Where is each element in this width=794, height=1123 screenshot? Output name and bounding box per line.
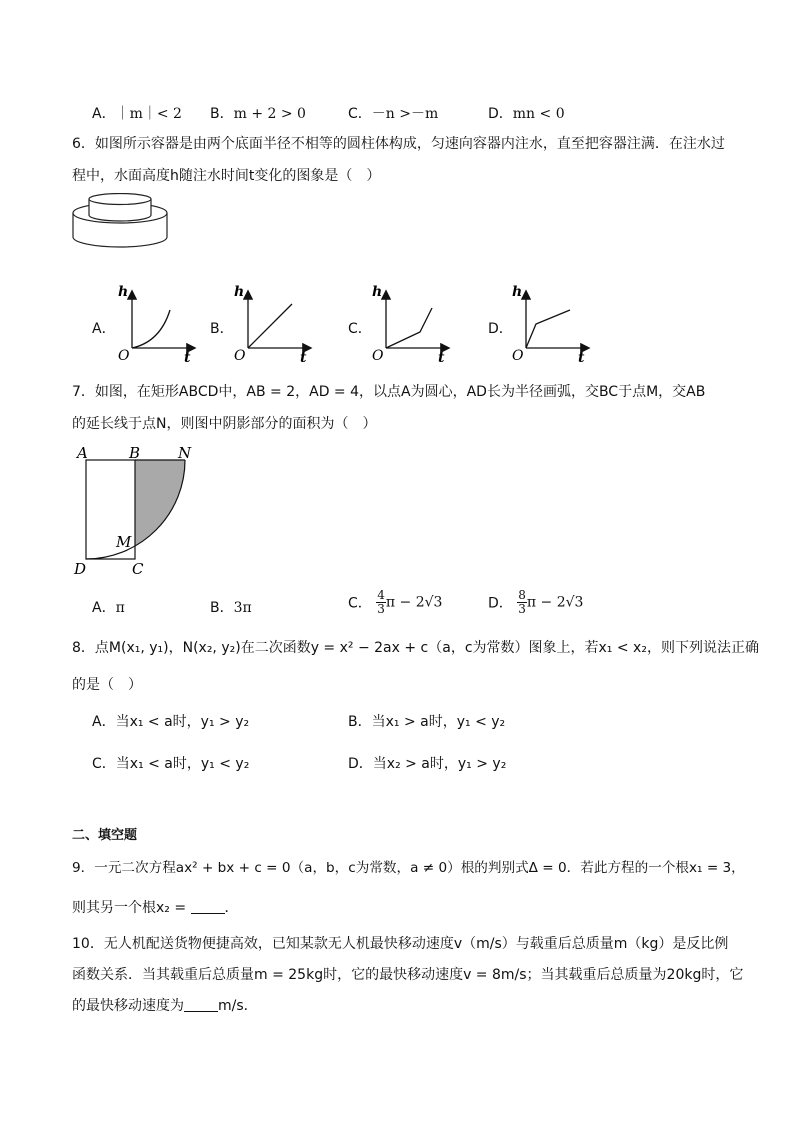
q6-option-c-label: C． [348, 321, 372, 337]
fraction-denominator: 3 [518, 602, 526, 616]
axis-t-label: t [578, 350, 585, 364]
answer-blank[interactable] [191, 899, 225, 914]
option-label: B． [348, 714, 372, 730]
option-label: D． [348, 756, 373, 772]
axis-t-label: t [184, 350, 191, 364]
q6-graph-a [112, 282, 202, 364]
option-expr: mn < 0 [512, 106, 565, 122]
q7-stem-line1: 7．如图，在矩形ABCD中，AB = 2，AD = 4，以点A为圆心，AD长为半径画弧，交BC于点M，交AB [72, 384, 706, 400]
q9-line2-text: 则其另一个根x₂ = [72, 900, 191, 916]
q8-option-d [348, 753, 506, 773]
option-expr: π − 2√3 [526, 594, 584, 611]
origin-label: O [512, 348, 524, 364]
q9-stem-line1: 9．一元二次方程ax² + bx + c = 0（a，b，c为常数，a ≠ 0）根的判别式Δ = 0．若此方程的一个根x₁ = 3， [72, 860, 745, 876]
point-b-label: B [129, 444, 141, 462]
option-label: C． [92, 756, 116, 772]
fraction [376, 589, 386, 616]
q5-option-d [488, 103, 565, 123]
point-c-label: C [132, 560, 144, 578]
axis-h-label: h [118, 284, 129, 300]
q7-stem-line2: 的延长线于点N，则图中阴影部分的面积为（ ） [72, 416, 377, 432]
option-label: A． [92, 600, 116, 616]
fraction [517, 589, 527, 616]
q5-option-c [348, 103, 438, 123]
q6-stem-line1: 6．如图所示容器是由两个底面半径不相等的圆柱体构成，匀速向容器内注水，直至把容器注满．在注水过 [72, 136, 725, 152]
option-expr: ｜m｜< 2 [115, 106, 182, 122]
point-m-label: M [116, 533, 132, 551]
answer-blank[interactable] [184, 997, 218, 1012]
q9-line2-end: ． [224, 900, 239, 916]
q6-option-a-label: A． [92, 321, 116, 337]
axis-h-label: h [372, 284, 383, 300]
option-label: B． [210, 600, 234, 616]
q10-line3-text: 的最快移动速度为 [72, 998, 184, 1014]
option-text: 当x₁ > a时，y₁ < y₂ [371, 714, 506, 730]
q8-stem-line1: 8．点M(x₁, y₁)，N(x₂, y₂)在二次函数y = x² − 2ax + c（a，c为常数）图象上，若x₁ < x₂，则下列说法正确 [72, 640, 759, 656]
q8-stem-line2: 的是（ ） [72, 677, 142, 693]
q6-graph-c [366, 282, 456, 364]
axis-t-label: t [300, 350, 307, 364]
option-label: C． [348, 106, 372, 122]
fraction-numerator: 4 [377, 588, 385, 602]
rectangle-arc-figure [70, 443, 205, 578]
option-label: D． [488, 106, 513, 122]
q6-option-d-label: D． [488, 321, 513, 337]
point-n-label: N [178, 444, 192, 462]
option-expr: 3π [233, 600, 252, 616]
option-label: A． [92, 714, 116, 730]
option-label: C． [348, 595, 372, 612]
point-d-label: D [74, 560, 87, 578]
axis-h-label: h [512, 284, 523, 300]
fraction-numerator: 8 [518, 588, 526, 602]
q9-stem-line2 [72, 898, 239, 918]
option-text: 当x₁ < a时，y₁ > y₂ [115, 714, 250, 730]
option-text: 当x₂ > a时，y₁ > y₂ [372, 756, 507, 772]
q6-graph-b [228, 282, 318, 364]
option-expr: π − 2√3 [385, 594, 443, 611]
q8-option-b [348, 711, 505, 731]
q6-graph-d [506, 282, 596, 364]
axis-h-label: h [234, 284, 245, 300]
q10-line3-end: m/s． [218, 998, 258, 1014]
option-text: 当x₁ < a时，y₁ < y₂ [115, 756, 250, 772]
option-expr: －n >－m [371, 106, 439, 122]
q10-stem-line3 [72, 996, 258, 1016]
point-a-label: A [77, 444, 88, 462]
fraction-denominator: 3 [377, 602, 385, 616]
q10-stem-line1: 10．无人机配送货物便捷高效，已知某款无人机最快移动速度v（m/s）与载重后总质量m（kg）是反比例 [72, 936, 729, 952]
option-label: A． [92, 106, 116, 122]
option-expr: π [115, 600, 125, 616]
q7-option-c [348, 589, 442, 616]
origin-label: O [118, 348, 130, 364]
q7-option-d [488, 589, 583, 616]
q8-option-c [92, 753, 249, 773]
q5-option-b [210, 103, 306, 123]
q7-option-b [210, 597, 252, 617]
q8-option-a [92, 711, 249, 731]
origin-label: O [372, 348, 384, 364]
q5-option-a [92, 103, 182, 123]
q6-stem-line2: 程中，水面高度h随注水时间t变化的图象是（ ） [72, 168, 381, 184]
q7-option-a [92, 597, 125, 617]
option-expr: m + 2 > 0 [233, 106, 306, 122]
container-figure [70, 193, 170, 263]
axis-t-label: t [438, 350, 445, 364]
option-label: D． [488, 595, 513, 612]
origin-label: O [234, 348, 246, 364]
q10-stem-line2: 函数关系．当其载重后总质量m = 25kg时，它的最快移动速度v = 8m/s；当其载重后总质量为20kg时，它 [72, 967, 744, 983]
section-title: 二、填空题 [72, 828, 138, 843]
option-label: B． [210, 106, 234, 122]
q6-option-b-label: B． [210, 321, 234, 337]
